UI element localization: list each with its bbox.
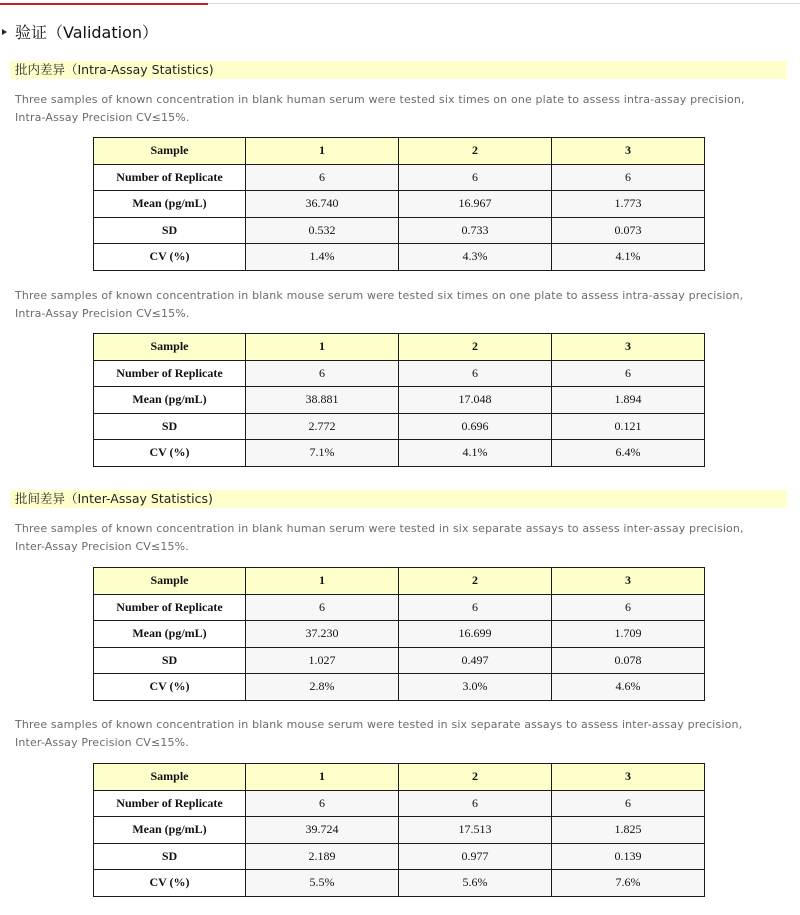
- row-label: Number of Replicate: [94, 594, 246, 621]
- table-cell: 6: [399, 360, 552, 387]
- table-cell: 0.532: [246, 217, 399, 244]
- row-label: CV (%): [94, 870, 246, 897]
- inter-assay-human-table: [93, 567, 705, 701]
- table-cell: 1.894: [552, 387, 705, 414]
- table-cell: 6: [552, 164, 705, 191]
- table-cell: 17.513: [399, 817, 552, 844]
- table-cell: 0.073: [552, 217, 705, 244]
- table-cell: 6: [246, 164, 399, 191]
- table-cell: 6: [246, 594, 399, 621]
- table-cell: 3.0%: [399, 674, 552, 701]
- table-row: [94, 843, 705, 870]
- table-cell: 39.724: [246, 817, 399, 844]
- table-cell: 5.5%: [246, 870, 399, 897]
- table-row: [94, 621, 705, 648]
- table-cell: 6: [552, 594, 705, 621]
- row-label: Mean (pg/mL): [94, 191, 246, 218]
- table-cell: 0.733: [399, 217, 552, 244]
- table-header-row: [94, 764, 705, 791]
- table-cell: 6: [552, 360, 705, 387]
- row-label: Mean (pg/mL): [94, 817, 246, 844]
- table-cell: 1.709: [552, 621, 705, 648]
- header-cell: 2: [399, 138, 552, 165]
- table-cell: 4.3%: [399, 244, 552, 271]
- top-divider-accent: [0, 3, 208, 5]
- table-row: [94, 387, 705, 414]
- table-cell: 6: [246, 360, 399, 387]
- table-cell: 1.825: [552, 817, 705, 844]
- table-description: Three samples of known concentration in blank human serum were tested six times on one plate to assess intra-assay precision, Intra-Assay Precision CV≤15%.: [15, 93, 745, 124]
- table-cell: 16.699: [399, 621, 552, 648]
- header-cell: 1: [246, 138, 399, 165]
- table-header-row: [94, 334, 705, 361]
- table-cell: 5.6%: [399, 870, 552, 897]
- header-cell: 2: [399, 764, 552, 791]
- row-label: SD: [94, 217, 246, 244]
- table-cell: 4.6%: [552, 674, 705, 701]
- table-row: [94, 244, 705, 271]
- table-header-row: [94, 138, 705, 165]
- table-row: [94, 217, 705, 244]
- row-label: Number of Replicate: [94, 360, 246, 387]
- table-row: [94, 413, 705, 440]
- row-label: CV (%): [94, 244, 246, 271]
- header-cell: 3: [552, 334, 705, 361]
- table-cell: 1.773: [552, 191, 705, 218]
- table-cell: 0.078: [552, 647, 705, 674]
- table-row: [94, 870, 705, 897]
- table-cell: 6: [399, 790, 552, 817]
- table-row: [94, 191, 705, 218]
- table-cell: 6: [246, 790, 399, 817]
- table-cell: 2.8%: [246, 674, 399, 701]
- header-cell: 1: [246, 568, 399, 595]
- table-cell: 4.1%: [399, 440, 552, 467]
- table-cell: 0.696: [399, 413, 552, 440]
- inter-assay-mouse-table: [93, 763, 705, 897]
- table-row: [94, 440, 705, 467]
- table-cell: 6.4%: [552, 440, 705, 467]
- row-label: SD: [94, 843, 246, 870]
- table-row: [94, 674, 705, 701]
- row-label: CV (%): [94, 674, 246, 701]
- header-cell: Sample: [94, 764, 246, 791]
- page-title-text: 验证（Validation）: [15, 23, 159, 42]
- table-description: Three samples of known concentration in blank mouse serum were tested six times on one plate to assess intra-assay precision, Intra-Assay Precision CV≤15%.: [15, 289, 744, 320]
- table-cell: 1.4%: [246, 244, 399, 271]
- table-row: [94, 790, 705, 817]
- table-cell: 0.121: [552, 413, 705, 440]
- table-cell: 2.189: [246, 843, 399, 870]
- header-cell: Sample: [94, 568, 246, 595]
- table-cell: 7.1%: [246, 440, 399, 467]
- section-heading-inter-assay: 批间差异（Inter-Assay Statistics): [10, 490, 787, 508]
- table-cell: 16.967: [399, 191, 552, 218]
- table-cell: 36.740: [246, 191, 399, 218]
- header-cell: 3: [552, 138, 705, 165]
- row-label: Mean (pg/mL): [94, 621, 246, 648]
- table-cell: 7.6%: [552, 870, 705, 897]
- caret-right-icon: [2, 29, 7, 35]
- table-cell: 6: [552, 790, 705, 817]
- header-cell: 1: [246, 764, 399, 791]
- table-cell: 4.1%: [552, 244, 705, 271]
- row-label: CV (%): [94, 440, 246, 467]
- section-heading-intra-assay: 批内差异（Intra-Assay Statistics): [10, 61, 787, 79]
- table-row: [94, 647, 705, 674]
- intra-assay-mouse-table: [93, 333, 705, 467]
- table-header-row: [94, 568, 705, 595]
- table-description: Three samples of known concentration in blank human serum were tested in six separate assays to assess inter-assay precision, Inter-Assay Precision CV≤15%.: [15, 522, 744, 553]
- table-row: [94, 594, 705, 621]
- table-cell: 17.048: [399, 387, 552, 414]
- table-cell: 37.230: [246, 621, 399, 648]
- table-cell: 1.027: [246, 647, 399, 674]
- table-row: [94, 817, 705, 844]
- header-cell: Sample: [94, 334, 246, 361]
- table-cell: 6: [399, 164, 552, 191]
- table-row: [94, 360, 705, 387]
- table-cell: 0.139: [552, 843, 705, 870]
- header-cell: 3: [552, 568, 705, 595]
- header-cell: 1: [246, 334, 399, 361]
- header-cell: 2: [399, 334, 552, 361]
- table-cell: 6: [399, 594, 552, 621]
- table-cell: 2.772: [246, 413, 399, 440]
- header-cell: 2: [399, 568, 552, 595]
- page-title: [2, 21, 158, 45]
- table-description: Three samples of known concentration in blank mouse serum were tested in six separate assays to assess inter-assay precision, Inter-Assay Precision CV≤15%.: [15, 718, 743, 749]
- row-label: Number of Replicate: [94, 790, 246, 817]
- table-cell: 0.497: [399, 647, 552, 674]
- table-cell: 0.977: [399, 843, 552, 870]
- header-cell: Sample: [94, 138, 246, 165]
- row-label: SD: [94, 647, 246, 674]
- table-cell: 38.881: [246, 387, 399, 414]
- header-cell: 3: [552, 764, 705, 791]
- table-row: [94, 164, 705, 191]
- row-label: Mean (pg/mL): [94, 387, 246, 414]
- row-label: SD: [94, 413, 246, 440]
- row-label: Number of Replicate: [94, 164, 246, 191]
- intra-assay-human-table: [93, 137, 705, 271]
